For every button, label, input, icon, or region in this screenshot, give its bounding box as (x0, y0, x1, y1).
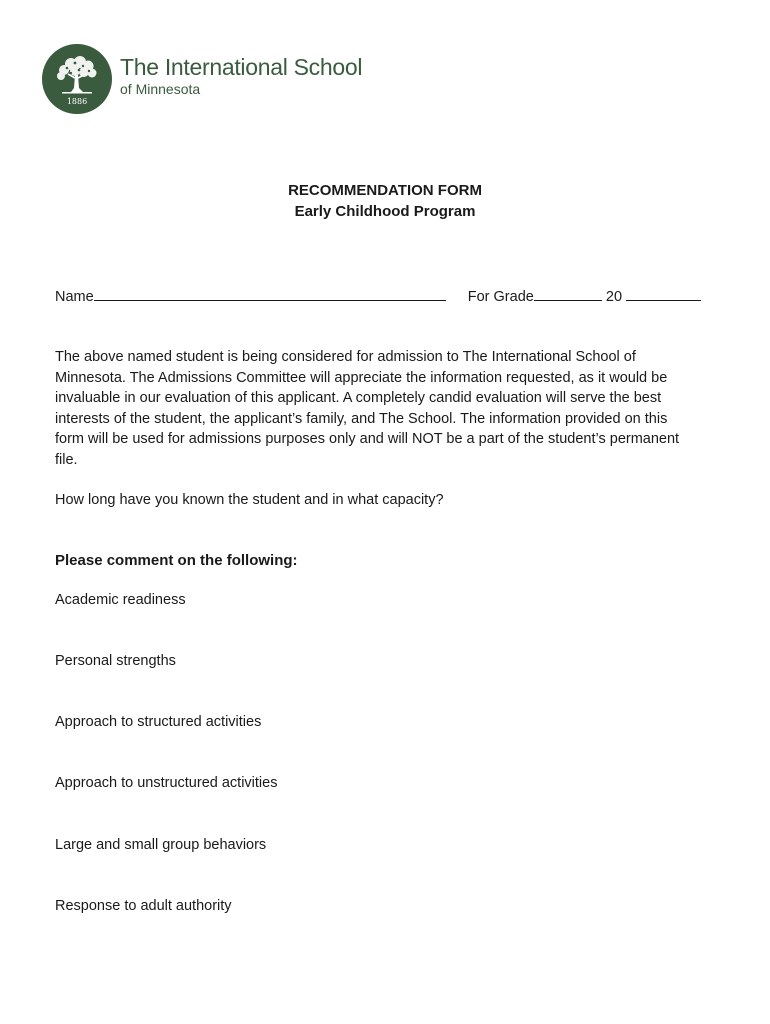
intro-paragraph (55, 347, 715, 470)
name-label: Name (55, 289, 94, 305)
seal-year: 1886 (66, 97, 88, 106)
form-title-program: Early Childhood Program (294, 203, 476, 220)
intro-line: form will be used for admissions purposes only and will NOT be a part of the student’s permanent (55, 431, 680, 447)
prompt-adult-authority: Response to adult authority (55, 898, 232, 914)
school-name-block (120, 54, 362, 97)
intro-line: invaluable in our evaluation of this applicant. A completely candid evaluation will serve the best (55, 390, 662, 406)
prompt-structured-activities: Approach to structured activities (55, 714, 262, 730)
intro-line: interests of the student, the applicant’s family, and The School. The information provided on this (55, 410, 668, 427)
name-grade-row (55, 286, 701, 308)
prompt-academic-readiness: Academic readiness (55, 592, 186, 608)
intro-line: Minnesota. The Admissions Committee will appreciate the information requested, as it would be (55, 369, 668, 386)
grade-label: For Grade (467, 289, 534, 305)
comment-section-heading: Please comment on the following: (55, 552, 298, 569)
intro-line: file. (55, 451, 78, 468)
known-student-question: How long have you known the student and in what capacity? (55, 492, 444, 508)
intro-line: The above named student is being considered for admission to The International School of (55, 349, 636, 365)
school-subname: of Minnesota (120, 81, 201, 97)
prompt-group-behaviors: Large and small group behaviors (55, 837, 267, 853)
school-name: The International School (120, 54, 363, 80)
name-field[interactable] (94, 286, 446, 301)
year-field[interactable] (626, 286, 701, 301)
year-prefix: 20 (605, 289, 623, 305)
form-title (0, 180, 770, 222)
grade-field[interactable] (534, 286, 602, 301)
prompt-unstructured-activities: Approach to unstructured activities (55, 775, 278, 791)
form-title-main: RECOMMENDATION FORM (288, 182, 482, 199)
school-seal-logo (42, 44, 112, 114)
prompt-personal-strengths: Personal strengths (55, 653, 176, 669)
tree-icon (42, 44, 112, 114)
